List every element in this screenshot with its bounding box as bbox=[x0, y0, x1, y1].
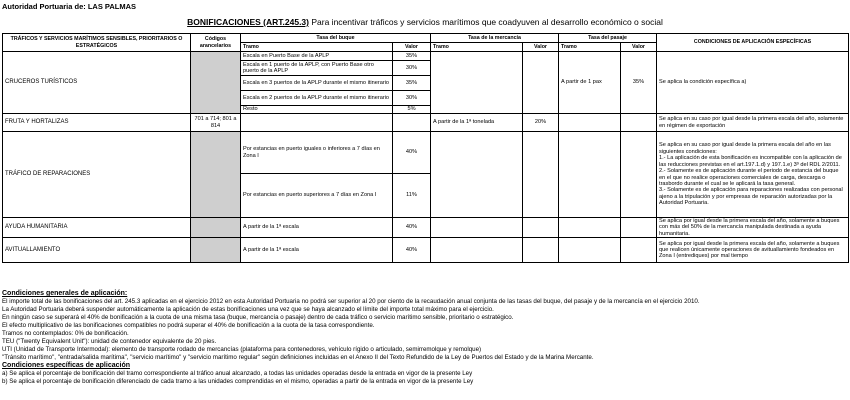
fruta-merc-valor: 20% bbox=[523, 114, 559, 132]
bonificaciones-table-wrapper bbox=[2, 33, 848, 263]
reparaciones-pasaje-valor-empty bbox=[621, 132, 657, 218]
reparaciones-cond-line: Se aplica en su caso por igual desde la primera escala del año en las siguientes condiciones: bbox=[659, 142, 831, 155]
general-condition-line: El efecto multiplicativo de las bonificaciones compatibles no podrá superar el 40% de bonificación a la cuota de la tasa correspondiente. bbox=[2, 322, 375, 329]
general-condition-line: TEU ("Twenty Equivalent Unit"): unidad de contenedor equivalente de 20 pies. bbox=[2, 338, 217, 345]
header-codigos: Códigos arancelarios bbox=[191, 34, 241, 52]
ayuda-pasaje-tramo-empty bbox=[559, 218, 621, 238]
bonificaciones-table bbox=[2, 33, 849, 263]
cruceros-valor-2: 30% bbox=[393, 61, 431, 76]
fruta-merc-tramo: A partir de la 1ª tonelada bbox=[431, 114, 523, 132]
fruta-pasaje-tramo-empty bbox=[559, 114, 621, 132]
specific-condition-line: b) Se aplica el porcentaje de bonificación diferenciado de cada tramo a las unidades comprendidas en el mismo, operadas a partir de la entrada en vigor de la presente Ley bbox=[2, 378, 474, 385]
header-mercancia-tramo: Tramo bbox=[431, 43, 523, 52]
cruceros-valor-1: 35% bbox=[393, 52, 431, 61]
header-buque-valor: Valor bbox=[393, 43, 431, 52]
table-row bbox=[3, 52, 849, 61]
fruta-codigos: 701 a 714; 801 a 814 bbox=[191, 114, 241, 132]
ayuda-merc-valor-empty bbox=[523, 218, 559, 238]
codigos-cell-empty bbox=[191, 52, 241, 114]
reparaciones-cond-line: 1.- La aplicación de esta bonificación es incompatible con la aplicación de las reducciones previstas en el art.197.1.d) y 197.1.e) 3º del RDL 2/2011. bbox=[659, 155, 842, 168]
reparaciones-cond-line: 2.- Solamente es de aplicación durante el periodo de estancia del buque en el que no realice operaciones comerciales de carga, descarga o trasbordo durante el cual se le aplicará la tasa general. bbox=[659, 168, 839, 187]
header-traficos: TRÁFICOS Y SERVICIOS MARÍTIMOS SENSIBLES, PRIORITARIOS O ESTRATÉGICOS bbox=[3, 34, 191, 52]
reparaciones-merc-valor-empty bbox=[523, 132, 559, 218]
cruceros-valor-3: 35% bbox=[393, 76, 431, 91]
cruceros-tramo-3: Escala en 3 puertos de la APLP durante el mismo itinerario bbox=[241, 76, 393, 91]
avituallamiento-merc-tramo-empty bbox=[431, 238, 523, 263]
avituallamiento-pasaje-valor-empty bbox=[621, 238, 657, 263]
row-name-cruceros: CRUCEROS TURÍSTICOS bbox=[3, 52, 191, 114]
specific-conditions-heading: Condiciones específicas de aplicación bbox=[2, 362, 130, 369]
general-condition-line: En ningún caso se superará el 40% de bonificación a la cuota de una misma tasa (buque, mercancía o pasaje) dentro de cada tráfico o servicio marítimo sensible, prioritario o estratégico. bbox=[2, 314, 514, 321]
cruceros-valor-4: 30% bbox=[393, 91, 431, 106]
row-name-fruta: FRUTA Y HORTALIZAS bbox=[3, 114, 191, 132]
table-row bbox=[3, 218, 849, 238]
ayuda-pasaje-valor-empty bbox=[621, 218, 657, 238]
header-pasaje-valor: Valor bbox=[621, 43, 657, 52]
row-name-avituallamiento: AVITUALLAMIENTO bbox=[3, 238, 191, 263]
codigos-cell-empty bbox=[191, 238, 241, 263]
fruta-buque-valor-empty bbox=[393, 114, 431, 132]
avituallamiento-condiciones: Se aplica por igual desde la primera escala del año, solamente a buques que realicen únicamente operaciones de avituallamiento fondeados en Zona I (entrediques) por mal tiempo bbox=[657, 238, 849, 263]
header-tasa-buque: Tasa del buque bbox=[241, 34, 431, 43]
avituallamiento-valor: 40% bbox=[393, 238, 431, 263]
reparaciones-merc-tramo-empty bbox=[431, 132, 523, 218]
notes-section bbox=[2, 290, 848, 386]
cruceros-valor-5: 5% bbox=[393, 106, 431, 114]
avituallamiento-merc-valor-empty bbox=[523, 238, 559, 263]
reparaciones-cond-line: 3.- Solamente es de aplicación para reparaciones realizadas con personal ajeno a la tripulación y por empresas de reparación autorizadas por la Autoridad Portuaria. bbox=[659, 187, 843, 207]
reparaciones-tramo-1: Por estancias en puerto iguales o inferiores a 7 días en Zona I bbox=[241, 132, 393, 174]
table-row bbox=[3, 132, 849, 174]
general-condition-line: El importe total de las bonificaciones del art. 245.3 aplicadas en el ejercicio 2012 en esta Autoridad Portuaria no podrá ser superior al 20 por ciento de la recaudación anual conjunta de las tasas del buque, del pasaje y de la mercancía en el ejercicio 2010. bbox=[2, 298, 700, 305]
specific-condition-line: a) Se aplica el porcentaje de bonificación del tramo correspondiente al tráfico anual alcanzado, a todas las unidades operadas desde la entrada en vigor de la presente Ley bbox=[2, 370, 473, 377]
header-tasa-mercancia: Tasa de la mercancía bbox=[431, 34, 559, 43]
general-conditions-heading: Condiciones generales de aplicación: bbox=[2, 290, 128, 297]
cruceros-condiciones: Se aplica la condición específica a) bbox=[657, 52, 849, 114]
header-buque-tramo: Tramo bbox=[241, 43, 393, 52]
ayuda-merc-tramo-empty bbox=[431, 218, 523, 238]
table-row bbox=[3, 238, 849, 263]
fruta-pasaje-valor-empty bbox=[621, 114, 657, 132]
general-condition-line: La Autoridad Portuaria deberá suspender automáticamente la aplicación de estas bonificaciones una vez que se haya alcanzado el límite del importe total máximo para el ejercicio. bbox=[2, 306, 494, 313]
general-condition-line: Tramos no contemplados: 0% de bonificación. bbox=[2, 330, 129, 337]
title-rest: Para incentivar tráficos y servicios marítimos que coadyuven al desarrollo económico o social bbox=[309, 17, 663, 27]
codigos-cell-empty bbox=[191, 218, 241, 238]
cruceros-merc-tramo-empty bbox=[431, 52, 523, 114]
fruta-condiciones: Se aplica en su caso por igual desde la primera escala del año, solamente en régimen de exportación bbox=[657, 114, 849, 132]
reparaciones-valor-2: 11% bbox=[393, 174, 431, 218]
general-condition-line: UTI (Unidad de Transporte Intermodal): elemento de transporte rodado de mercancías (plataforma para contenedores, vehículo rígido o articulado, semirremolque y remolque) bbox=[2, 346, 482, 353]
avituallamiento-pasaje-tramo-empty bbox=[559, 238, 621, 263]
ayuda-valor: 40% bbox=[393, 218, 431, 238]
header-condiciones: CONDICIONES DE APLICACIÓN ESPECÍFICAS bbox=[657, 34, 849, 52]
fruta-buque-tramo-empty bbox=[241, 114, 393, 132]
ayuda-tramo: A partir de la 1ª escala bbox=[241, 218, 393, 238]
general-condition-line: "Tránsito marítimo", "entrada/salida marítima", "servicio marítimo" y "servicio marítimo regular" según definiciones incluidas en el Anexo II del Texto Refundido de la Ley de Puertos del Estado y de la Marina Mercante. bbox=[2, 354, 594, 361]
cruceros-pasaje-valor: 35% bbox=[621, 52, 657, 114]
cruceros-tramo-2: Escala en 1 puerto de la APLP, con Puerto Base otro puerto de la APLP bbox=[241, 61, 393, 76]
header-mercancia-valor: Valor bbox=[523, 43, 559, 52]
authority-label: Autoridad Portuaria de: LAS PALMAS bbox=[2, 2, 137, 11]
avituallamiento-tramo: A partir de la 1ª escala bbox=[241, 238, 393, 263]
cruceros-tramo-1: Escala en Puerto Base de la APLP bbox=[241, 52, 393, 61]
reparaciones-pasaje-tramo-empty bbox=[559, 132, 621, 218]
reparaciones-condiciones bbox=[657, 132, 849, 218]
reparaciones-valor-1: 40% bbox=[393, 132, 431, 174]
title-bold: BONIFICACIONES (ART.245.3) bbox=[187, 17, 309, 27]
header-row-1 bbox=[3, 34, 849, 43]
header-pasaje-tramo: Tramo bbox=[559, 43, 621, 52]
table-row bbox=[3, 114, 849, 132]
row-name-ayuda: AYUDA HUMANITARIA bbox=[3, 218, 191, 238]
row-name-reparaciones: TRÁFICO DE REPARACIONES bbox=[3, 132, 191, 218]
cruceros-pasaje-tramo: A partir de 1 pax bbox=[559, 52, 621, 114]
codigos-cell-empty bbox=[191, 132, 241, 218]
cruceros-tramo-4: Escala en 2 puertos de la APLP durante el mismo itinerario bbox=[241, 91, 393, 106]
cruceros-tramo-5: Resto bbox=[241, 106, 393, 114]
cruceros-merc-valor-empty bbox=[523, 52, 559, 114]
reparaciones-tramo-2: Por estancias en puerto superiores a 7 días en Zona I bbox=[241, 174, 393, 218]
page-title bbox=[0, 17, 850, 27]
ayuda-condiciones: Se aplica por igual desde la primera escala del año, solamente a buques con más del 50% de la mercancía manipulada destinada a ayuda humanitaria. bbox=[657, 218, 849, 238]
header-tasa-pasaje: Tasa del pasaje bbox=[559, 34, 657, 43]
